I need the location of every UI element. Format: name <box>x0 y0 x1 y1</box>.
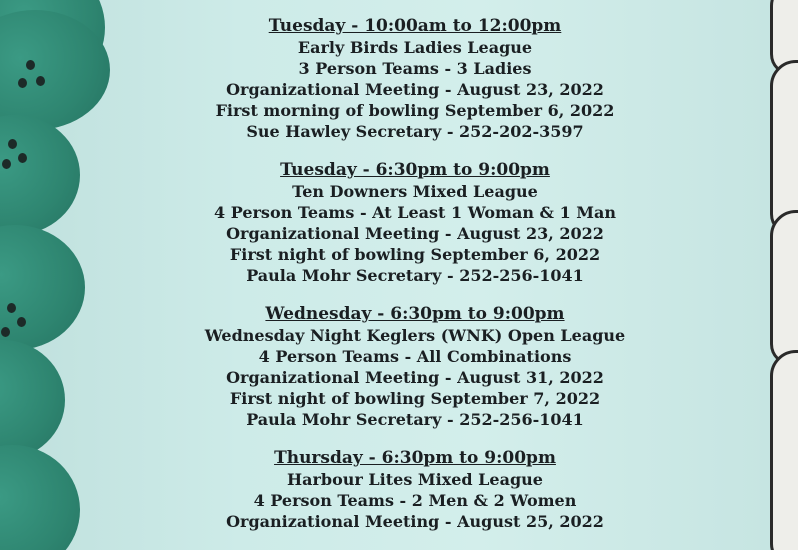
league-schedule: Wednesday - 6:30pm to 9:00pm <box>265 304 565 324</box>
league-listing <box>180 16 650 550</box>
league-teams: 3 Person Teams - 3 Ladies <box>298 59 532 78</box>
league-block <box>180 160 650 286</box>
league-schedule: Tuesday - 6:30pm to 9:00pm <box>280 160 550 180</box>
league-name: Wednesday Night Keglers (WNK) Open League <box>204 326 626 345</box>
league-first-bowling: First night of bowling September 6, 2022 <box>229 245 601 264</box>
league-meeting: Organizational Meeting - August 23, 2022 <box>226 80 604 99</box>
bowling-pin-column <box>762 0 798 550</box>
league-teams: 4 Person Teams - At Least 1 Woman & 1 Man <box>214 203 616 222</box>
bowling-pin-icon <box>770 210 798 366</box>
league-name: Early Birds Ladies League <box>297 38 533 57</box>
bowling-ball-icon <box>0 340 65 460</box>
league-first-bowling: First morning of bowling September 6, 2022 <box>215 101 615 120</box>
league-teams: 4 Person Teams - All Combinations <box>258 347 572 366</box>
league-name: Ten Downers Mixed League <box>292 182 538 201</box>
league-meeting: Organizational Meeting - August 23, 2022 <box>226 224 604 243</box>
league-block <box>180 16 650 142</box>
league-teams: 4 Person Teams - 2 Men & 2 Women <box>253 491 577 510</box>
league-block <box>180 304 650 430</box>
league-block <box>180 448 650 532</box>
league-schedule: Thursday - 6:30pm to 9:00pm <box>274 448 556 468</box>
bowling-ball-icon <box>0 225 85 350</box>
league-secretary: Paula Mohr Secretary - 252-256-1041 <box>246 410 584 429</box>
bowling-ball-icon <box>0 445 80 550</box>
league-name: Harbour Lites Mixed League <box>287 470 543 489</box>
league-schedule: Tuesday - 10:00am to 12:00pm <box>268 16 562 36</box>
league-secretary: Sue Hawley Secretary - 252-202-3597 <box>246 122 584 141</box>
bowling-ball-icon <box>0 115 80 235</box>
league-meeting: Organizational Meeting - August 31, 2022 <box>226 368 604 387</box>
league-meeting: Organizational Meeting - August 25, 2022 <box>226 512 604 531</box>
bowling-pin-icon <box>770 350 798 550</box>
league-first-bowling: First night of bowling September 7, 2022 <box>229 389 601 408</box>
league-secretary: Paula Mohr Secretary - 252-256-1041 <box>246 266 584 285</box>
